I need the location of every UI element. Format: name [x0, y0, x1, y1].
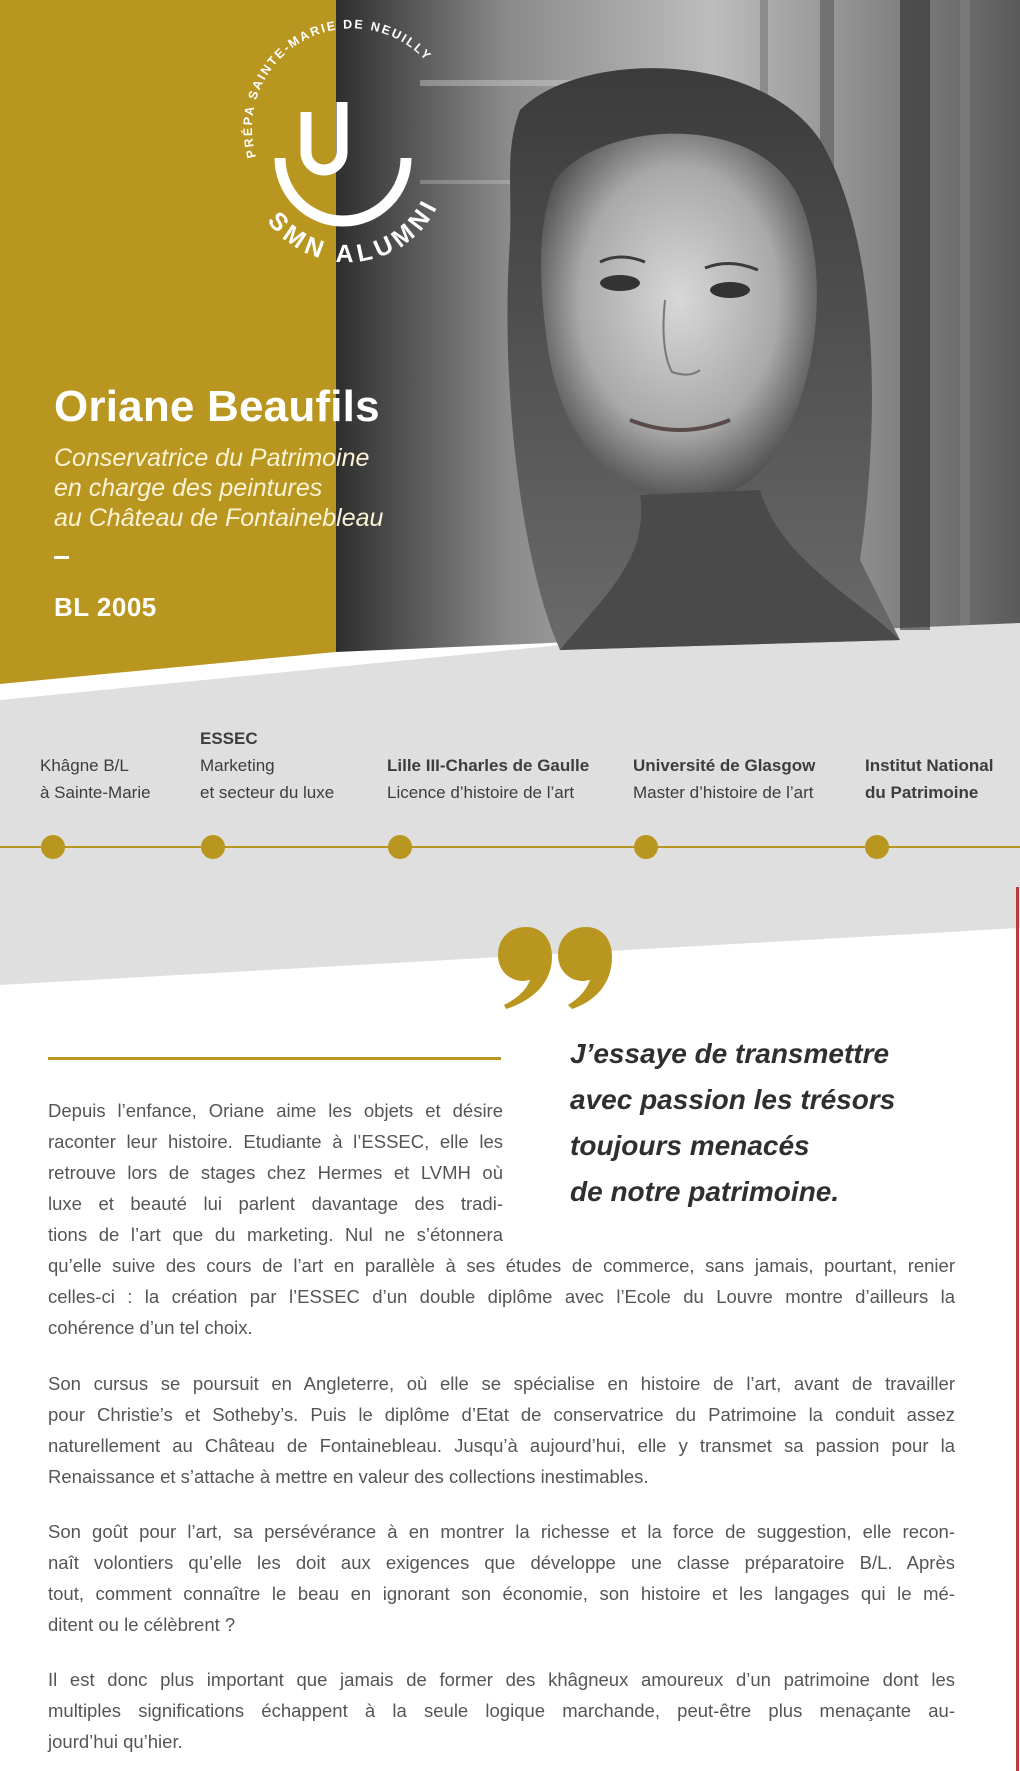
timeline-dot	[388, 835, 412, 859]
quote-line: avec passion les trésors	[570, 1084, 896, 1115]
separator-dash	[54, 556, 69, 559]
timeline-dot	[634, 835, 658, 859]
gold-panel	[0, 0, 336, 684]
timeline-step-title: ESSEC	[200, 729, 258, 748]
timeline-step-line: du Patrimoine	[865, 783, 979, 802]
body-line: raconter leur histoire. Etudiante à l’ESSEC, elle les	[48, 1131, 503, 1152]
role-line: en charge des peintures	[54, 474, 323, 502]
alumni-name: Oriane Beaufils	[54, 382, 380, 431]
timeline-step	[40, 752, 151, 806]
timeline-dot	[41, 835, 65, 859]
body-line: Il est donc plus important que jamais de former des khâgneux amoureux d’un patrimoine dont les	[48, 1669, 955, 1690]
timeline-step	[633, 752, 815, 806]
portrait-photo	[336, 0, 1020, 652]
body-line: luxe et beauté lui parlent davantage des tradi-	[48, 1193, 503, 1214]
role-line: au Château de Fontainebleau	[54, 504, 384, 532]
quote-line: J’essaye de transmettre	[570, 1038, 890, 1069]
timeline-step-title: Lille III-Charles de Gaulle	[387, 756, 590, 775]
body-line: jourd’hui qu’hier.	[48, 1731, 183, 1752]
promotion-year: BL 2005	[54, 592, 157, 622]
timeline-step	[387, 752, 589, 806]
timeline-step-title: Institut National	[865, 756, 994, 775]
body-line: tout, comment connaître le beau en ignorant son économie, son histoire et les langages qui le mé-	[48, 1583, 955, 1604]
body-line: cohérence d’un tel choix.	[48, 1317, 253, 1338]
quote-line: toujours menacés	[570, 1130, 810, 1161]
timeline-step-line: à Sainte-Marie	[40, 783, 151, 802]
timeline-step	[200, 725, 334, 806]
timeline-step-title: Université de Glasgow	[633, 756, 816, 775]
timeline-step-line: Master d’histoire de l’art	[633, 783, 814, 802]
body-line: retrouve lors de stages chez Hermes et LVMH où	[48, 1162, 503, 1183]
body-line: naturellement au Château de Fontainebleau. Jusqu’à aujourd’hui, elle y transmet sa passion pour la	[48, 1435, 955, 1456]
logo-ring-text: PRÉPA SAINTE-MARIE DE NEUILLY	[240, 17, 435, 160]
timeline-step-line: Licence d’histoire de l’art	[387, 783, 575, 802]
role-line: Conservatrice du Patrimoine	[54, 444, 370, 472]
body-line: tions de l’art que du marketing. Nul ne s’étonnera	[48, 1224, 503, 1245]
body-line: naît volontiers qu’elle les doit aux exigences que développe une classe préparatoire B/L. Après	[48, 1552, 955, 1573]
body-line: Renaissance et s’attache à mettre en valeur des collections inestimables.	[48, 1466, 649, 1487]
logo-brand-text: SMN ALUMNI	[262, 192, 445, 269]
timeline-step-line: Khâgne B/L	[40, 756, 129, 775]
body-line: celles-ci : la création par l’ESSEC d’un double diplôme avec l’Ecole du Louvre montre d’ailleurs la	[48, 1286, 955, 1307]
page-edge-line	[1016, 887, 1019, 1771]
timeline-step-line: et secteur du luxe	[200, 783, 335, 802]
timeline-step	[865, 752, 993, 806]
body-line: qu’elle suive des cours de l’art en parallèle à ses études de commerce, sans jamais, pourtant, renier	[48, 1255, 955, 1276]
quote-mark-icon	[496, 925, 614, 1010]
body-line: Depuis l’enfance, Oriane aime les objets et désire	[48, 1100, 503, 1121]
timeline-dot	[201, 835, 225, 859]
body-line: ditent ou le célèbrent ?	[48, 1614, 236, 1635]
body-line: Son goût pour l’art, sa persévérance à en montrer la richesse et la force de suggestion, elle recon-	[48, 1521, 955, 1542]
gold-rule	[48, 1057, 501, 1060]
timeline-dot	[865, 835, 889, 859]
quote-line: de notre patrimoine.	[570, 1176, 840, 1207]
body-line: multiples significations échappent à la seule logique marchande, peut-être plus menaçante au-	[48, 1700, 955, 1721]
timeline-step-line: Marketing	[200, 756, 275, 775]
body-line: pour Christie’s et Sotheby’s. Puis le diplôme d’Etat de conservatrice du Patrimoine la conduit assez	[48, 1404, 955, 1425]
body-line: Son cursus se poursuit en Angleterre, où elle se spécialise en histoire de l’art, avant de travailler	[48, 1373, 955, 1394]
